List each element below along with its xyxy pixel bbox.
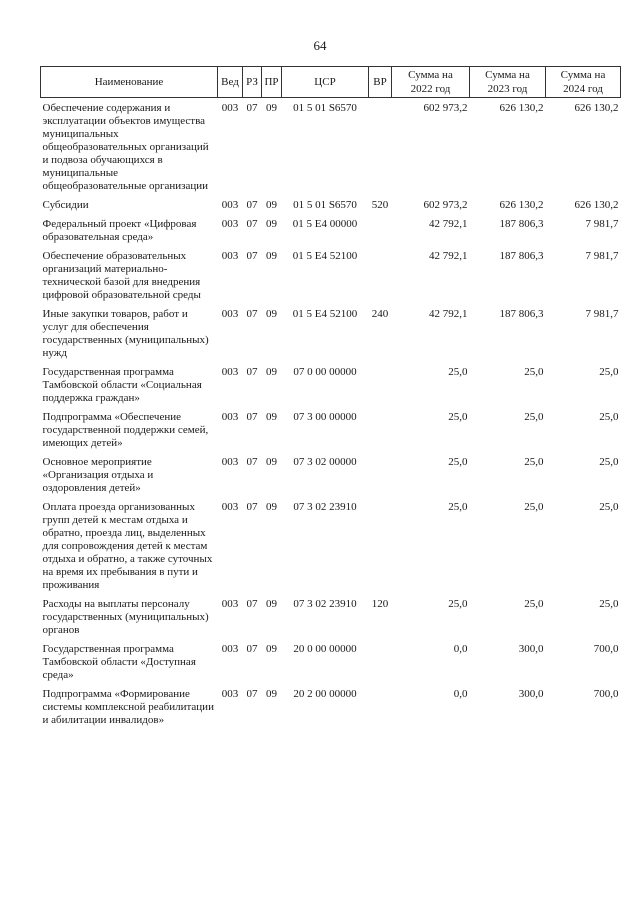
cell-sum-2022: 25,0 <box>448 456 468 468</box>
header-csr: ЦСР <box>282 67 369 98</box>
table-row <box>41 246 621 304</box>
cell-sum-2023: 300,0 <box>518 688 544 700</box>
cell-sum-2022: 42 792,1 <box>429 308 468 320</box>
cell-ved: 003 <box>221 688 239 700</box>
cell-ved: 003 <box>221 250 239 262</box>
cell-rz: 07 <box>246 456 258 468</box>
cell-csr: 01 5 E4 52100 <box>292 308 358 320</box>
cell-sum-2022: 25,0 <box>448 411 468 423</box>
table-row <box>41 497 621 594</box>
cell-sum-2022: 25,0 <box>448 501 468 513</box>
cell-rz: 07 <box>246 688 258 700</box>
cell-csr: 07 3 02 00000 <box>293 456 357 468</box>
cell-ved: 003 <box>221 218 239 230</box>
table-row <box>41 452 621 497</box>
table-row <box>41 98 621 196</box>
cell-ved: 003 <box>221 366 239 378</box>
cell-vr <box>369 407 392 452</box>
cell-csr: 01 5 E4 52100 <box>292 250 358 262</box>
cell-name: Подпрограмма «Формирование системы комплексной реабилитации и абилитации инвалидов» <box>42 688 214 726</box>
cell-rz: 07 <box>246 501 258 513</box>
table-row <box>41 407 621 452</box>
table-row <box>41 362 621 407</box>
table-row <box>41 195 621 214</box>
cell-sum-2023: 25,0 <box>524 411 544 423</box>
table-row <box>41 304 621 362</box>
cell-pr: 09 <box>266 102 277 114</box>
cell-rz: 07 <box>246 598 258 610</box>
table-body <box>41 98 621 730</box>
cell-sum-2024: 25,0 <box>599 366 619 378</box>
cell-name: Государственная программа Тамбовской области «Доступная среда» <box>42 643 196 681</box>
cell-rz: 07 <box>246 250 258 262</box>
cell-name: Федеральный проект «Цифровая образовательная среда» <box>42 218 197 243</box>
cell-vr <box>369 362 392 407</box>
cell-pr: 09 <box>266 366 277 378</box>
cell-name: Расходы на выплаты персоналу государственных (муниципальных) органов <box>42 598 209 636</box>
cell-rz: 07 <box>246 366 258 378</box>
cell-vr <box>369 452 392 497</box>
cell-ved: 003 <box>221 643 239 655</box>
cell-csr: 01 5 01 S6570 <box>293 199 357 211</box>
header-pr: ПР <box>262 67 282 98</box>
cell-sum-2023: 187 806,3 <box>499 250 544 262</box>
table-row <box>41 214 621 246</box>
cell-name: Обеспечение образовательных организаций материально-технической базой для внедрения цифровой образовательной среды <box>42 250 201 301</box>
cell-sum-2022: 42 792,1 <box>429 218 468 230</box>
cell-sum-2023: 300,0 <box>518 643 544 655</box>
cell-sum-2024: 25,0 <box>599 598 619 610</box>
cell-rz: 07 <box>246 411 258 423</box>
table-row <box>41 684 621 729</box>
cell-pr: 09 <box>266 411 277 423</box>
cell-vr <box>369 684 392 729</box>
cell-name: Оплата проезда организованных групп детей к местам отдыха и обратно, проезда лиц, выделенных для сопровождения детей к местам отдыха и обратно, а также суточных на время их пребывания в пути и проживания <box>42 501 213 591</box>
cell-sum-2022: 42 792,1 <box>429 250 468 262</box>
cell-sum-2024: 25,0 <box>599 456 619 468</box>
cell-vr <box>369 98 392 196</box>
cell-ved: 003 <box>221 501 239 513</box>
cell-rz: 07 <box>246 199 258 211</box>
cell-ved: 003 <box>221 411 239 423</box>
cell-pr: 09 <box>266 199 277 211</box>
header-name: Наименование <box>41 67 218 98</box>
cell-ved: 003 <box>221 102 239 114</box>
header-sum-2024: Сумма на 2024 год <box>546 67 621 98</box>
cell-pr: 09 <box>266 598 277 610</box>
budget-table <box>40 66 621 729</box>
page-number: 64 <box>313 38 327 53</box>
cell-name: Обеспечение содержания и эксплуатации объектов имущества муниципальных общеобразовательных организаций и подвоза обучающихся в муниципальные общеобразовательные организации <box>42 102 209 192</box>
cell-vr: 520 <box>371 199 389 211</box>
cell-sum-2022: 25,0 <box>448 366 468 378</box>
cell-csr: 20 2 00 00000 <box>293 688 357 700</box>
cell-sum-2023: 626 130,2 <box>499 102 544 114</box>
header-ved: Вед <box>218 67 243 98</box>
cell-sum-2022: 25,0 <box>448 598 468 610</box>
cell-sum-2024: 626 130,2 <box>574 102 619 114</box>
cell-sum-2024: 700,0 <box>593 688 619 700</box>
cell-vr <box>369 246 392 304</box>
cell-vr: 240 <box>371 308 389 320</box>
cell-pr: 09 <box>266 250 277 262</box>
cell-csr: 07 0 00 00000 <box>293 366 357 378</box>
cell-pr: 09 <box>266 501 277 513</box>
cell-csr: 01 5 01 S6570 <box>293 102 357 114</box>
cell-sum-2023: 25,0 <box>524 366 544 378</box>
cell-name: Основное мероприятие «Организация отдыха и оздоровления детей» <box>42 456 154 494</box>
header-sum-2022: Сумма на 2022 год <box>392 67 470 98</box>
cell-csr: 07 3 02 23910 <box>293 598 357 610</box>
cell-sum-2023: 25,0 <box>524 501 544 513</box>
cell-sum-2023: 187 806,3 <box>499 218 544 230</box>
cell-rz: 07 <box>246 308 258 320</box>
cell-sum-2024: 25,0 <box>599 411 619 423</box>
cell-pr: 09 <box>266 643 277 655</box>
cell-csr: 07 3 00 00000 <box>293 411 357 423</box>
cell-name: Подпрограмма «Обеспечение государственной поддержки семей, имеющих детей» <box>42 411 209 449</box>
table-row <box>41 594 621 639</box>
cell-pr: 09 <box>266 308 277 320</box>
cell-ved: 003 <box>221 598 239 610</box>
cell-ved: 003 <box>221 456 239 468</box>
cell-ved: 003 <box>221 199 239 211</box>
cell-sum-2024: 626 130,2 <box>574 199 619 211</box>
cell-pr: 09 <box>266 218 277 230</box>
cell-sum-2024: 25,0 <box>599 501 619 513</box>
cell-rz: 07 <box>246 643 258 655</box>
cell-sum-2022: 0,0 <box>453 643 468 655</box>
cell-name: Субсидии <box>42 199 89 211</box>
cell-sum-2022: 602 973,2 <box>423 102 468 114</box>
cell-sum-2023: 25,0 <box>524 598 544 610</box>
cell-sum-2024: 7 981,7 <box>585 218 619 230</box>
cell-rz: 07 <box>246 102 258 114</box>
header-sum-2023: Сумма на 2023 год <box>470 67 546 98</box>
cell-vr: 120 <box>371 598 389 610</box>
cell-vr <box>369 214 392 246</box>
cell-sum-2024: 700,0 <box>593 643 619 655</box>
cell-csr: 07 3 02 23910 <box>293 501 357 513</box>
cell-rz: 07 <box>246 218 258 230</box>
cell-vr <box>369 497 392 594</box>
cell-vr <box>369 639 392 684</box>
cell-sum-2024: 7 981,7 <box>585 250 619 262</box>
cell-sum-2022: 602 973,2 <box>423 199 468 211</box>
cell-pr: 09 <box>266 688 277 700</box>
cell-name: Государственная программа Тамбовской области «Социальная поддержка граждан» <box>42 366 202 404</box>
cell-csr: 20 0 00 00000 <box>293 643 357 655</box>
table-row <box>41 639 621 684</box>
cell-sum-2022: 0,0 <box>453 688 468 700</box>
cell-csr: 01 5 E4 00000 <box>292 218 358 230</box>
header-rz: РЗ <box>243 67 262 98</box>
cell-ved: 003 <box>221 308 239 320</box>
table-header-row <box>41 67 621 98</box>
cell-sum-2023: 187 806,3 <box>499 308 544 320</box>
cell-sum-2024: 7 981,7 <box>585 308 619 320</box>
cell-name: Иные закупки товаров, работ и услуг для обеспечения государственных (муниципальных) нужд <box>42 308 209 359</box>
header-vr: ВР <box>369 67 392 98</box>
cell-pr: 09 <box>266 456 277 468</box>
cell-sum-2023: 626 130,2 <box>499 199 544 211</box>
cell-sum-2023: 25,0 <box>524 456 544 468</box>
